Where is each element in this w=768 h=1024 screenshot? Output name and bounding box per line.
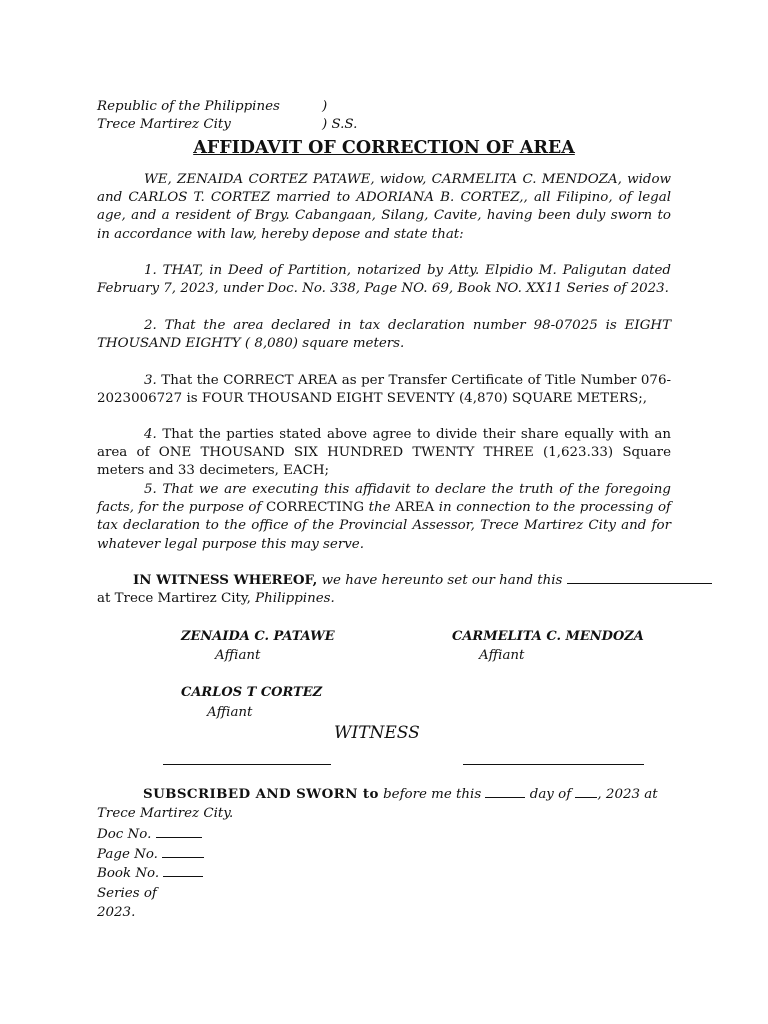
item-1: 1. THAT, in Deed of Partition, notarized by Atty. Elpidio M. Paligutan dated February 7, 2023, under Doc. No. 338, Page NO. 69, Book NO. XX11 Series of 2023.: [97, 263, 671, 297]
venue-city: Trece Martirez City: [97, 117, 231, 132]
notary-doc-label: Doc No.: [97, 827, 152, 842]
item-3-text: That the CORRECT AREA as per Transfer Certificate of Title Number 076-2023006727 is FOUR THOUSAND EIGHT SEVENTY (4,870) SQUARE METERS;,: [97, 373, 671, 407]
jurat-place: Trece Martirez City.: [97, 806, 234, 821]
witness-heading: WITNESS: [334, 723, 420, 743]
document-title: AFFIDAVIT OF CORRECTION OF AREA: [193, 138, 575, 158]
signatory-1-role: Affiant: [215, 648, 261, 663]
witness-clause-place: at Trece Martirez City,: [97, 591, 251, 606]
notary-book-blank: [163, 876, 203, 877]
signatory-3-name: CARLOS T CORTEZ: [181, 685, 323, 700]
notary-page-blank: [162, 857, 204, 858]
signatory-2-name: CARMELITA C. MENDOZA: [452, 629, 644, 644]
item-5-keyword-correcting: CORRECTING: [265, 500, 365, 516]
notary-doc-blank: [156, 837, 202, 838]
item-3: [97, 372, 671, 408]
signatory-2-role: Affiant: [479, 648, 525, 663]
signatory-3-role: Affiant: [207, 705, 253, 720]
item-4-number: 4.: [144, 427, 157, 442]
item-4-text: That the parties stated above agree to divide their share equally with an area of ONE THOUSAND SIX HUNDRED TWENTY THREE (1,623.33) Square meters and 33 decimeters, EACH;: [97, 427, 671, 479]
item-5-mid: the: [368, 500, 391, 516]
item-2: 2. That the area declared in tax declaration number 98-07025 is EIGHT THOUSAND EIGHTY ( 8,080) square meters.: [97, 318, 671, 352]
witness-clause-lead: IN WITNESS WHEREOF,: [133, 572, 318, 588]
jurat-line1: [143, 786, 658, 802]
venue-bracket: ): [322, 99, 328, 114]
witness-date-blank: [567, 583, 712, 584]
venue-country: Republic of the Philippines: [97, 99, 280, 114]
witness-clause-text: we have hereunto set our hand this: [321, 573, 563, 588]
jurat-month-blank: [575, 797, 597, 798]
witness-clause-line1: [133, 572, 712, 588]
item-3-number: 3.: [144, 373, 157, 388]
notary-page-label: Page No.: [97, 846, 158, 862]
notary-series-label: Series of: [97, 885, 157, 901]
jurat-day-blank: [485, 797, 525, 798]
notary-book-label: Book No.: [97, 866, 160, 882]
notary-book-row: [97, 864, 204, 884]
item-5-after: in connection to the processing of tax declaration to the office of the Provincial Assessor, Trece Martirez City and for whatever legal purpose this may serve.: [97, 500, 671, 552]
witness-2-signature-line: [463, 764, 644, 765]
witness-clause-line2: [97, 591, 335, 606]
jurat-lead: SUBSCRIBED AND SWORN to: [143, 786, 379, 802]
venue-ss: ) S.S.: [322, 117, 358, 132]
item-5-keyword-area: AREA: [395, 500, 435, 516]
item-5: [97, 481, 671, 554]
item-4: [97, 426, 671, 481]
signatory-1-name: ZENAIDA C. PATAWE: [181, 629, 335, 644]
intro-paragraph: WE, ZENAIDA CORTEZ PATAWE, widow, CARMELITA C. MENDOZA, widow and CARLOS T. CORTEZ married to ADORIANA B. CORTEZ,, all Filipino, of legal age, and a resident of Brgy. Cabangaan, Silang, Cavite, having been duly sworn to in accordance with law, hereby depose and state that:: [97, 172, 671, 242]
notarial-register: [97, 825, 204, 923]
jurat-year: , 2023 at: [597, 787, 658, 802]
item-5-before: 5. That we are executing this affidavit to declare the truth of the foregoing facts, for the purpose of: [97, 482, 671, 516]
jurat-day-of: day of: [529, 787, 572, 802]
notary-page-row: [97, 845, 204, 865]
notary-series-year: 2023.: [97, 905, 136, 921]
notary-doc-row: [97, 825, 204, 845]
witness-clause-country: Philippines.: [255, 591, 335, 606]
witness-1-signature-line: [163, 764, 331, 765]
jurat-before: before me this: [383, 787, 482, 802]
